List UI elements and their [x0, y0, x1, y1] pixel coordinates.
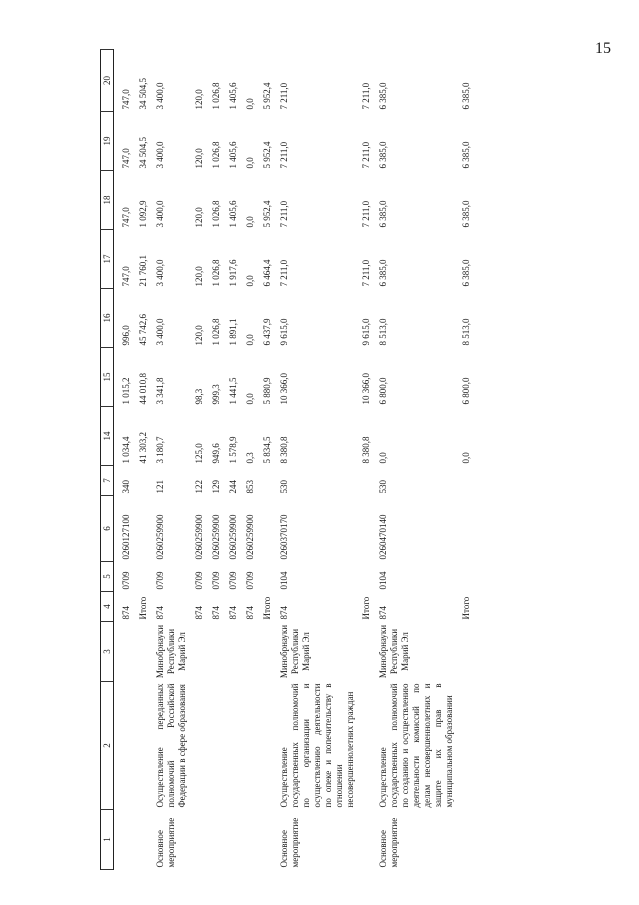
- table-cell: Осуществление государственных полномочий по созданию и осуществлению деятельности комиссий по делам несовершеннолетних и защите их прав в муниципальном образовании: [378, 683, 455, 808]
- table-cell: 340: [121, 480, 131, 494]
- table-cell: 1 092,9: [137, 200, 148, 228]
- table-cell: 3 400,0: [154, 259, 165, 287]
- table-cell: 1 578,9: [227, 436, 238, 464]
- table-row: [376, 50, 459, 870]
- table-cell: [459, 682, 476, 810]
- table-cell: 1 026,8: [210, 318, 221, 346]
- table-cell: 874: [378, 606, 389, 620]
- table-cell: 0,0: [244, 98, 255, 110]
- table-cell: 0260259900: [210, 514, 221, 560]
- table-cell: Основное мероприятие: [378, 817, 400, 868]
- table-cell: [136, 810, 153, 870]
- table-cell: 44 010,8: [137, 373, 148, 405]
- table-cell: 0260370170: [278, 514, 289, 560]
- table-cell: 8 380,8: [278, 436, 289, 464]
- page-number: 15: [595, 40, 611, 57]
- table-cell: 1 026,8: [210, 141, 221, 169]
- column-header: 4: [101, 592, 114, 622]
- table-cell: 6 385,0: [378, 200, 389, 228]
- column-header: 1: [101, 810, 114, 870]
- table-cell: 5 952,4: [261, 141, 272, 169]
- table-cell: 996,0: [121, 325, 131, 346]
- table-cell: 6 464,4: [261, 259, 272, 287]
- table-cell: 34 504,5: [137, 78, 148, 110]
- table-cell: 0709: [193, 571, 204, 590]
- table-cell: 0709: [210, 571, 221, 590]
- table-cell: 0260127100: [121, 514, 131, 560]
- table-cell: [260, 682, 277, 810]
- table-cell: 6 800,0: [378, 377, 389, 405]
- table-cell: 1 034,4: [121, 436, 131, 464]
- table-cell: 129: [210, 480, 221, 494]
- table-cell: [459, 466, 476, 496]
- table-cell: 8 380,8: [361, 436, 372, 464]
- table-cell: Минобрнауки Республики Марий Эл: [378, 624, 411, 679]
- table-cell: [260, 496, 277, 562]
- table-cell: 1 015,2: [121, 377, 131, 405]
- table-cell: 7 211,0: [278, 141, 289, 169]
- table-cell: 747,0: [121, 148, 131, 169]
- table-cell: 0,0: [244, 157, 255, 169]
- table-cell: 6 385,0: [378, 259, 389, 287]
- table-cell: [114, 810, 136, 870]
- table-cell: 747,0: [121, 89, 131, 110]
- table-cell: [359, 682, 376, 810]
- table-cell: 0709: [227, 571, 238, 590]
- table-cell: [459, 562, 476, 592]
- table-row: [136, 50, 153, 870]
- table-cell: 10 366,0: [361, 373, 372, 405]
- table-cell: 1 026,8: [210, 259, 221, 287]
- table-cell: [226, 622, 243, 682]
- table-cell: [260, 562, 277, 592]
- table-cell: 0260470140: [378, 514, 389, 560]
- table-cell: [136, 622, 153, 682]
- table-cell: [359, 622, 376, 682]
- table-cell: 45 742,6: [137, 314, 148, 346]
- table-cell: Основное мероприятие: [154, 817, 176, 868]
- table-cell: 1 891,1: [227, 318, 238, 346]
- table-cell: 6 385,0: [378, 141, 389, 169]
- table-cell: Итого: [261, 596, 272, 620]
- table-cell: 530: [278, 480, 289, 494]
- table-cell: 0260259900: [154, 514, 165, 560]
- column-header: 14: [101, 407, 114, 466]
- table-cell: 34 504,5: [137, 137, 148, 169]
- table-cell: Итого: [461, 596, 472, 620]
- table-cell: 747,0: [121, 266, 131, 287]
- table-cell: [359, 810, 376, 870]
- column-header: 15: [101, 348, 114, 407]
- table-cell: Итого: [137, 596, 148, 620]
- table-row: [114, 50, 136, 870]
- table-cell: [243, 810, 260, 870]
- table-cell: 0260259900: [244, 514, 255, 560]
- table-cell: 6 385,0: [461, 259, 472, 287]
- table-cell: Осуществление переданных полномочий Российской Федерации в сфере образования: [154, 683, 187, 808]
- table-cell: 5 834,5: [261, 436, 272, 464]
- table-cell: 1 441,5: [227, 377, 238, 405]
- table-cell: 530: [378, 480, 389, 494]
- budget-table: [100, 49, 476, 870]
- table-cell: 0,0: [244, 216, 255, 228]
- table-cell: [243, 622, 260, 682]
- table-cell: [260, 466, 277, 496]
- table-row: [226, 50, 243, 870]
- table-cell: [192, 810, 209, 870]
- table-cell: Минобрнауки Республики Марий Эл: [278, 624, 311, 679]
- table-cell: 853: [244, 480, 255, 494]
- table-cell: 874: [227, 606, 238, 620]
- table-cell: [136, 496, 153, 562]
- table-cell: 874: [121, 606, 131, 620]
- table-cell: 874: [154, 606, 165, 620]
- table-cell: Осуществление государственных полномочий по организации и осуществлению деятельности по опеке и попечительству в отношении несовершеннолетних граждан: [278, 683, 355, 808]
- table-cell: 21 760,1: [137, 255, 148, 287]
- table-cell: 7 211,0: [361, 82, 372, 110]
- table-cell: [209, 810, 226, 870]
- table-cell: 1 405,6: [227, 82, 238, 110]
- table-cell: 6 437,9: [261, 318, 272, 346]
- table-row: [260, 50, 277, 870]
- table-cell: Минобрнауки Республики Марий Эл: [154, 624, 187, 679]
- column-header: 3: [101, 622, 114, 682]
- table-cell: 122: [193, 480, 204, 494]
- column-header: 18: [101, 171, 114, 230]
- table-cell: 120,0: [193, 207, 204, 228]
- table-cell: 0260259900: [227, 514, 238, 560]
- column-header: 2: [101, 682, 114, 810]
- table-cell: 0260259900: [193, 514, 204, 560]
- table-cell: 6 385,0: [461, 141, 472, 169]
- table-cell: 7 211,0: [278, 200, 289, 228]
- table-cell: 0709: [154, 571, 165, 590]
- table-cell: 0,0: [378, 452, 389, 464]
- table-cell: [192, 682, 209, 810]
- table-cell: 125,0: [193, 443, 204, 464]
- table-row: [209, 50, 226, 870]
- column-header: 7: [101, 466, 114, 496]
- table-cell: [459, 496, 476, 562]
- rotated-table-area: [100, 50, 630, 870]
- column-number-row: [101, 50, 114, 870]
- table-cell: 999,3: [210, 384, 221, 405]
- table-cell: 9 615,0: [278, 318, 289, 346]
- table-cell: [136, 466, 153, 496]
- table-cell: [260, 810, 277, 870]
- table-cell: 7 211,0: [361, 200, 372, 228]
- table-cell: [243, 682, 260, 810]
- table-cell: 1 405,6: [227, 200, 238, 228]
- table-cell: 10 366,0: [278, 373, 289, 405]
- table-cell: 0709: [121, 571, 131, 590]
- table-cell: [136, 562, 153, 592]
- table-cell: [114, 622, 136, 682]
- table-cell: [359, 562, 376, 592]
- table-cell: 120,0: [193, 325, 204, 346]
- table-row: [277, 50, 360, 870]
- table-cell: 874: [210, 606, 221, 620]
- table-cell: 7 211,0: [361, 141, 372, 169]
- table-cell: [226, 810, 243, 870]
- table-row: [243, 50, 260, 870]
- table-cell: 874: [278, 606, 289, 620]
- table-row: [153, 50, 192, 870]
- table-cell: 41 303,2: [137, 432, 148, 464]
- table-cell: 747,0: [121, 207, 131, 228]
- table-cell: 3 400,0: [154, 200, 165, 228]
- table-cell: 874: [193, 606, 204, 620]
- table-cell: [260, 622, 277, 682]
- table-cell: 3 400,0: [154, 141, 165, 169]
- table-cell: 7 211,0: [278, 82, 289, 110]
- table-cell: 874: [244, 606, 255, 620]
- table-cell: [359, 496, 376, 562]
- table-cell: 9 615,0: [361, 318, 372, 346]
- table-cell: 0,0: [461, 452, 472, 464]
- table-cell: 1 026,8: [210, 200, 221, 228]
- table-cell: [136, 682, 153, 810]
- table-row: [192, 50, 209, 870]
- table-cell: Основное мероприятие: [278, 817, 300, 868]
- table-cell: 6 385,0: [378, 82, 389, 110]
- table-cell: [209, 622, 226, 682]
- table-cell: 1 917,6: [227, 259, 238, 287]
- table-cell: 5 880,9: [261, 377, 272, 405]
- table-cell: 3 341,8: [154, 377, 165, 405]
- column-header: 16: [101, 289, 114, 348]
- table-cell: 8 513,0: [378, 318, 389, 346]
- table-cell: 0,0: [244, 275, 255, 287]
- table-cell: 8 513,0: [461, 318, 472, 346]
- table-row: [359, 50, 376, 870]
- table-cell: 1 026,8: [210, 82, 221, 110]
- column-header: 19: [101, 112, 114, 171]
- table-cell: 3 180,7: [154, 436, 165, 464]
- column-header: 17: [101, 230, 114, 289]
- table-cell: 120,0: [193, 89, 204, 110]
- table-cell: 1 405,6: [227, 141, 238, 169]
- table-cell: 5 952,4: [261, 82, 272, 110]
- column-header: 6: [101, 496, 114, 562]
- table-cell: 7 211,0: [361, 259, 372, 287]
- table-cell: 244: [227, 480, 238, 494]
- table-cell: 0,0: [244, 393, 255, 405]
- table-cell: 7 211,0: [278, 259, 289, 287]
- table-cell: 120,0: [193, 148, 204, 169]
- table-cell: 949,6: [210, 443, 221, 464]
- table-cell: 6 385,0: [461, 82, 472, 110]
- table-cell: 120,0: [193, 266, 204, 287]
- table-row: [459, 50, 476, 870]
- table-cell: [359, 466, 376, 496]
- table-cell: 0104: [378, 571, 389, 590]
- table-cell: 6 800,0: [461, 377, 472, 405]
- table-cell: 0,3: [244, 452, 255, 464]
- table-cell: 6 385,0: [461, 200, 472, 228]
- column-header: 20: [101, 50, 114, 112]
- table-cell: Итого: [361, 596, 372, 620]
- table-cell: 5 952,4: [261, 200, 272, 228]
- table-cell: 3 400,0: [154, 82, 165, 110]
- table-cell: 98,3: [193, 388, 204, 405]
- table-cell: [459, 810, 476, 870]
- table-cell: 3 400,0: [154, 318, 165, 346]
- table-cell: [114, 682, 136, 810]
- table-cell: [192, 622, 209, 682]
- table-cell: [209, 682, 226, 810]
- table-cell: [226, 682, 243, 810]
- table-cell: 121: [154, 480, 165, 494]
- column-header: 5: [101, 562, 114, 592]
- table-cell: 0709: [244, 571, 255, 590]
- table-cell: 0,0: [244, 334, 255, 346]
- table-cell: [459, 622, 476, 682]
- table-cell: 0104: [278, 571, 289, 590]
